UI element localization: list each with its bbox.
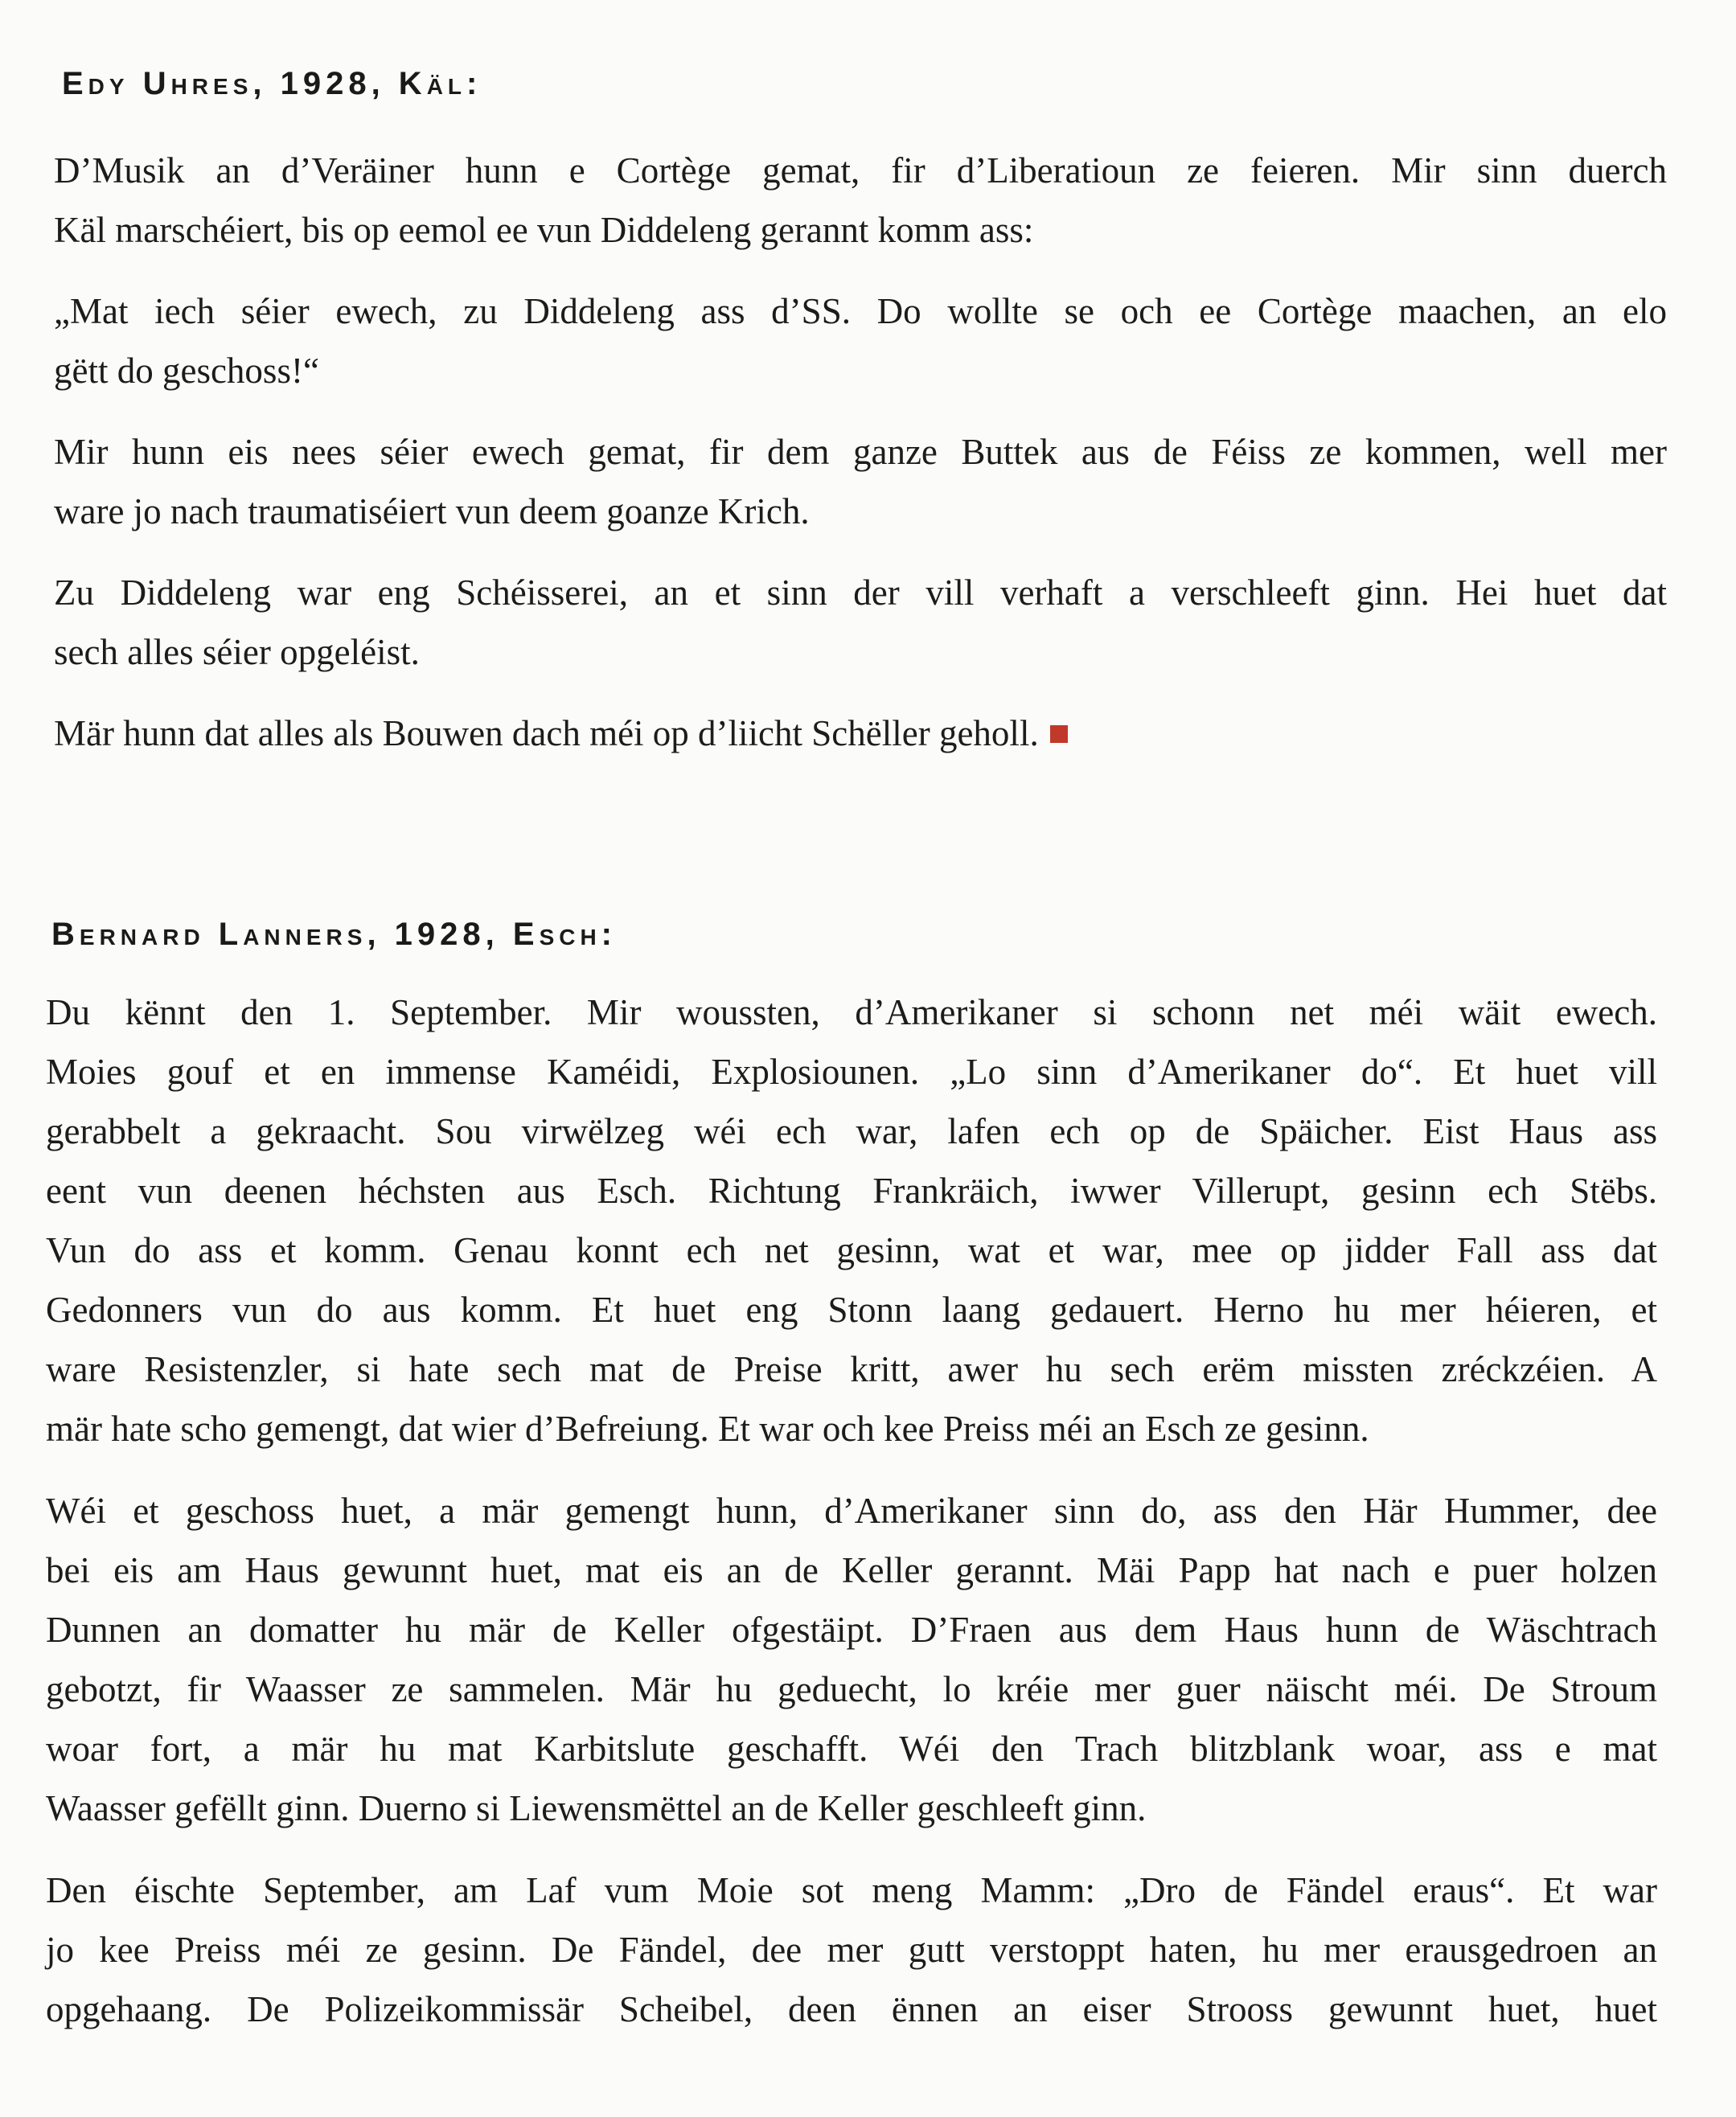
text-line: Mär hunn dat alles als Bouwen dach méi op d’liicht Schëller geholl. [54, 713, 1039, 753]
paragraph [46, 1861, 1657, 2039]
text-line: D’Musik an d’Veräiner hunn e Cortège gemat, fir d’Liberatioun ze feieren. Mir sinn duerch [54, 150, 1667, 191]
section-heading-edy-uhres: Edy Uhres, 1928, Käl: [62, 66, 482, 101]
text-line: woar fort, a mär hu mat Karbitslute geschafft. Wéi den Trach blitzblank woar, ass e mat [46, 1729, 1657, 1769]
text-line: Gedonners vun do aus komm. Et huet eng Stonn laang gedauert. Herno hu mer héieren, et [46, 1290, 1657, 1330]
paragraph [46, 1481, 1657, 1838]
text-line: Dunnen an domatter hu mär de Keller ofgestäipt. D’Fraen aus dem Haus hunn de Wäschtrach [46, 1610, 1657, 1650]
paragraph [54, 704, 1667, 763]
text-line: gëtt do geschoss!“ [54, 351, 319, 391]
section-heading-bernard-lanners: Bernard Lanners, 1928, Esch: [51, 917, 618, 952]
paragraph [54, 281, 1667, 400]
paragraph [54, 563, 1667, 682]
section-bernard-lanners [46, 983, 1657, 2062]
text-line: Moies gouf et en immense Kaméidi, Explosiounen. „Lo sinn d’Amerikaner do“. Et huet vill [46, 1052, 1657, 1092]
text-line: ware Resistenzler, si hate sech mat de Preise kritt, awer hu sech erëm missten zréckzéien. A [46, 1349, 1657, 1389]
text-line: Vun do ass et komm. Genau konnt ech net gesinn, wat et war, mee op jidder Fall ass dat [46, 1230, 1657, 1270]
text-line: gebotzt, fir Waasser ze sammelen. Mär hu geduecht, lo kréie mer guer näischt méi. De Stroum [46, 1669, 1657, 1709]
text-line: eent vun deenen héchsten aus Esch. Richtung Frankräich, iwwer Villerupt, gesinn ech Stëbs. [46, 1171, 1657, 1211]
section-edy-uhres [54, 141, 1667, 785]
text-line: Du kënnt den 1. September. Mir woussten, d’Amerikaner si schonn net méi wäit ewech. [46, 992, 1657, 1032]
text-line: gerabbelt a gekraacht. Sou virwëlzeg wéi ech war, lafen ech op de Späicher. Eist Haus ass [46, 1111, 1657, 1151]
text-line-final [54, 704, 1667, 763]
text-line: Waasser gefëllt ginn. Duerno si Liewensmëttel an de Keller geschleeft ginn. [46, 1788, 1147, 1828]
text-line: Wéi et geschoss huet, a mär gemengt hunn, d’Amerikaner sinn do, ass den Här Hummer, dee [46, 1491, 1657, 1531]
text-line: Mir hunn eis nees séier ewech gemat, fir dem ganze Buttek aus de Féiss ze kommen, well mer [54, 432, 1667, 472]
text-line: sech alles séier opgeléist. [54, 632, 420, 672]
paragraph [54, 422, 1667, 541]
text-line: bei eis am Haus gewunnt huet, mat eis an de Keller gerannt. Mäi Papp hat nach e puer holzen [46, 1550, 1657, 1590]
text-line: mär hate scho gemengt, dat wier d’Befreiung. Et war och kee Preiss méi an Esch ze gesinn. [46, 1409, 1369, 1449]
text-line: opgehaang. De Polizeikommissär Scheibel, deen ënnen an eiser Strooss gewunnt huet, huet [46, 1989, 1657, 2029]
text-line: „Mat iech séier ewech, zu Diddeleng ass d’SS. Do wollte se och ee Cortège maachen, an elo [54, 291, 1667, 331]
text-line: Zu Diddeleng war eng Schéisserei, an et sinn der vill verhaft a verschleeft ginn. Hei huet dat [54, 572, 1667, 613]
paragraph [46, 983, 1657, 1459]
end-of-article-mark-icon [1050, 725, 1068, 743]
text-line: Käl marschéiert, bis op eemol ee vun Diddeleng gerannt komm ass: [54, 210, 1034, 250]
text-line: ware jo nach traumatiséiert vun deem goanze Krich. [54, 491, 810, 531]
text-line: jo kee Preiss méi ze gesinn. De Fändel, dee mer gutt verstoppt haten, hu mer erausgedroen an [46, 1930, 1657, 1970]
paragraph [54, 141, 1667, 260]
text-line: Den éischte September, am Laf vum Moie sot meng Mamm: „Dro de Fändel eraus“. Et war [46, 1870, 1657, 1910]
